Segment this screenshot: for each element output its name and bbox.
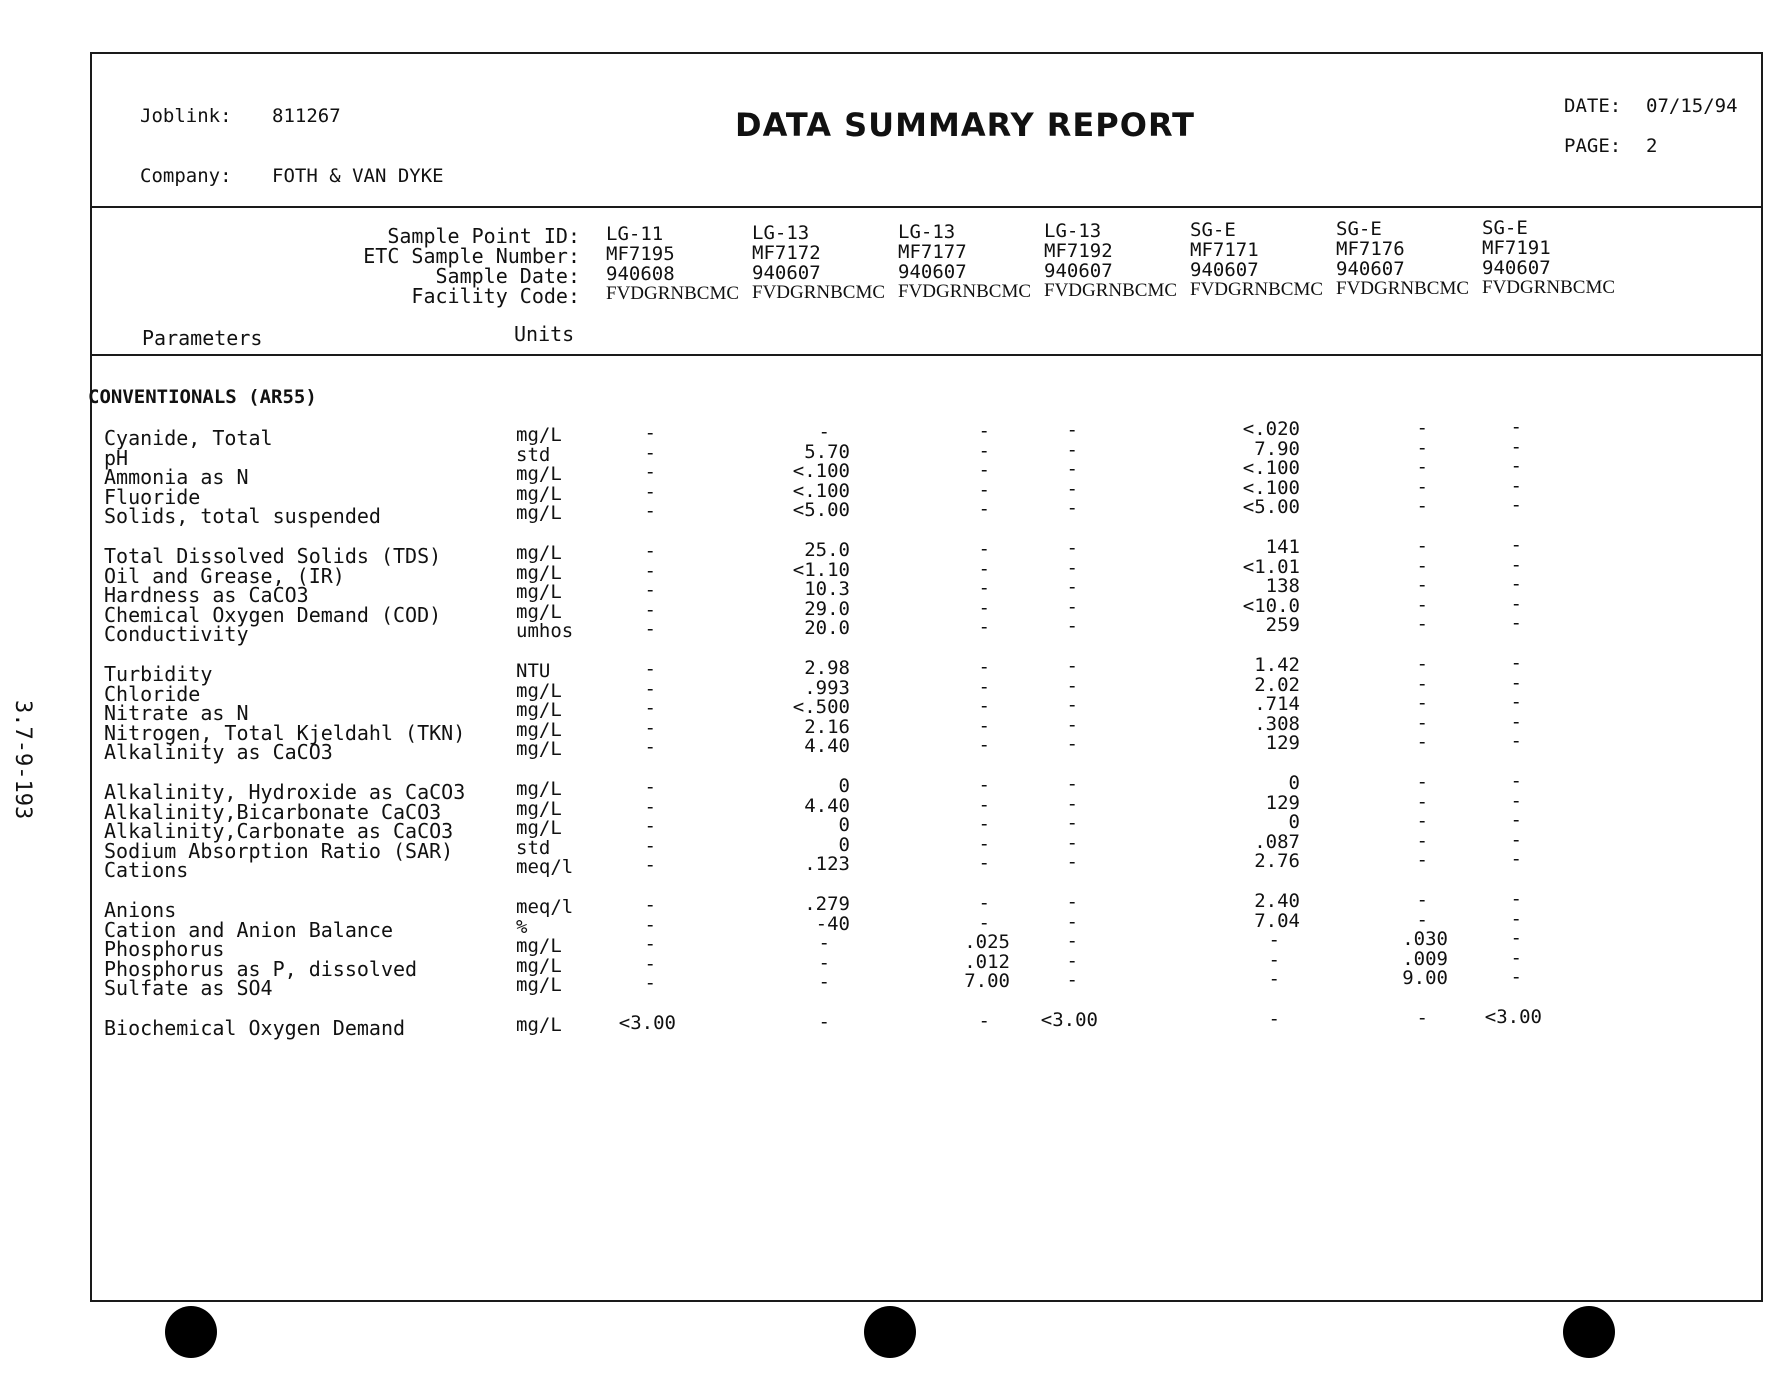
value-cell: -	[1416, 456, 1428, 479]
value-cell: <.100	[792, 460, 850, 483]
value-cell: -	[978, 616, 990, 639]
value-cell: -	[644, 933, 656, 956]
value-cell: -	[644, 972, 656, 995]
value-cell: .009	[1402, 947, 1448, 970]
value-cell: .993	[804, 676, 850, 699]
value-cell: 2.16	[804, 715, 850, 738]
facility-code-label: Facility Code:	[411, 284, 580, 308]
parameters-heading: Parameters	[142, 326, 263, 350]
value-cell: -	[978, 714, 990, 737]
value-cell: -	[978, 911, 990, 934]
value-cell: -	[644, 776, 656, 798]
value-cell: -	[978, 793, 990, 816]
value-cell: -	[644, 854, 656, 877]
parameter-name: Chemical Oxygen Demand (COD)	[104, 602, 442, 627]
value-cell: -	[978, 498, 990, 521]
joblink-label: Joblink:	[140, 105, 232, 127]
value-cell: -	[644, 480, 656, 503]
parameter-unit: mg/L	[516, 482, 562, 505]
parameter-name: Alkalinity,Bicarbonate CaCO3	[104, 799, 442, 824]
value-cell: -	[978, 459, 990, 482]
parameter-name: Solids, total suspended	[104, 504, 381, 529]
value-cell: -	[1066, 438, 1078, 461]
value-cell: -	[1510, 927, 1522, 950]
value-cell: -	[1510, 789, 1522, 812]
parameter-unit: mg/L	[516, 542, 562, 564]
value-cell: <1.01	[1242, 555, 1300, 578]
parameter-name: Ammonia as N	[104, 465, 249, 490]
value-cell: 0	[1288, 772, 1300, 794]
parameter-unit: std	[516, 836, 551, 859]
sample-point-id: LG-13	[1044, 220, 1102, 242]
parameter-name: Turbidity	[104, 662, 213, 686]
value-cell: -	[1416, 711, 1428, 734]
value-cell: <.100	[1242, 476, 1300, 499]
value-cell: -	[978, 420, 990, 442]
sample-date: 940607	[752, 262, 821, 284]
parameter-name: Sulfate as SO4	[104, 976, 273, 1001]
sample-point-id: LG-13	[898, 221, 956, 243]
value-cell: -	[978, 1010, 990, 1032]
value-cell: 2.02	[1254, 673, 1300, 696]
value-cell: -	[978, 557, 990, 580]
value-cell: 4.40	[804, 735, 850, 758]
value-cell: <5.00	[792, 499, 850, 522]
value-cell: -	[1066, 615, 1078, 638]
value-cell: -	[1416, 613, 1428, 636]
value-cell: -	[1416, 771, 1428, 793]
parameter-name: Nitrate as N	[104, 701, 249, 726]
value-cell: -40	[815, 912, 850, 935]
value-cell: -	[1510, 612, 1522, 635]
sample-date: 940607	[1044, 260, 1113, 282]
parameter-unit: mg/L	[516, 561, 562, 584]
value-cell: -	[1066, 497, 1078, 520]
etc-sample-number: MF7172	[752, 242, 821, 264]
parameter-name: Conductivity	[104, 622, 249, 647]
value-cell: 10.3	[804, 578, 850, 601]
parameter-unit: mg/L	[516, 935, 562, 958]
parameter-unit: mg/L	[516, 699, 562, 722]
sample-point-id: SG-E	[1482, 217, 1528, 239]
sample-point-id: SG-E	[1336, 218, 1382, 240]
etc-sample-number: MF7171	[1190, 239, 1259, 261]
facility-code: FVDGRNBCMC	[752, 282, 886, 303]
parameter-unit: umhos	[516, 620, 574, 643]
value-cell: -	[978, 596, 990, 619]
value-cell: -	[1416, 535, 1428, 557]
value-cell: -	[1510, 710, 1522, 733]
section-title: CONVENTIONALS (AR55)	[88, 386, 317, 408]
header-divider	[90, 206, 1763, 208]
value-cell: 9.00	[1402, 967, 1448, 990]
value-cell: -	[644, 697, 656, 720]
value-cell: -	[1066, 733, 1078, 756]
binder-hole	[165, 1306, 217, 1358]
parameter-name: Total Dissolved Solids (TDS)	[104, 544, 442, 568]
value-cell: -	[1416, 889, 1428, 911]
value-cell: -	[644, 795, 656, 818]
value-cell: -	[978, 478, 990, 501]
value-cell: 4.40	[804, 794, 850, 817]
facility-code: FVDGRNBCMC	[898, 281, 1032, 302]
value-cell: 0	[838, 814, 850, 837]
sample-point-id: LG-13	[752, 222, 810, 244]
parameter-unit: mg/L	[516, 581, 562, 604]
parameter-unit: %	[516, 915, 528, 938]
value-cell: <3.00	[1484, 1006, 1542, 1028]
value-cell: <3.00	[1040, 1009, 1098, 1031]
value-cell: -	[978, 892, 990, 914]
value-cell: -	[1510, 416, 1522, 438]
value-cell: 0	[838, 833, 850, 856]
value-cell: -	[978, 774, 990, 796]
value-cell: -	[978, 813, 990, 836]
parameter-unit: meq/l	[516, 896, 574, 918]
parameter-unit: mg/L	[516, 1014, 562, 1036]
value-cell: -	[1510, 946, 1522, 969]
value-cell: -	[1066, 477, 1078, 500]
value-cell: -	[978, 695, 990, 718]
value-cell: 1.42	[1254, 654, 1300, 676]
parameter-name: Biochemical Oxygen Demand	[104, 1016, 406, 1040]
value-cell: -	[1416, 495, 1428, 518]
value-cell: 129	[1265, 732, 1300, 755]
value-cell: .279	[804, 893, 850, 915]
value-cell: -	[818, 971, 830, 994]
parameter-name: Nitrogen, Total Kjeldahl (TKN)	[104, 720, 466, 745]
value-cell: <.100	[1242, 457, 1300, 480]
value-cell: 20.0	[804, 617, 850, 640]
parameter-unit: mg/L	[516, 502, 562, 525]
parameter-unit: meq/l	[516, 856, 574, 879]
binder-hole	[864, 1306, 916, 1358]
value-cell: -	[644, 894, 656, 916]
value-cell: -	[1416, 574, 1428, 597]
facility-code: FVDGRNBCMC	[1044, 280, 1178, 301]
value-cell: 29.0	[804, 597, 850, 620]
parameter-name: Cyanide, Total	[104, 426, 273, 450]
parameter-name: Hardness as CaCO3	[104, 583, 309, 608]
value-cell: -	[1268, 1008, 1280, 1030]
value-cell: -	[1416, 593, 1428, 616]
value-cell: -	[1510, 966, 1522, 989]
facility-code: FVDGRNBCMC	[606, 283, 740, 304]
value-cell: <.100	[792, 479, 850, 502]
parameter-unit: mg/L	[516, 679, 562, 702]
value-cell: -	[644, 579, 656, 602]
value-cell: -	[644, 559, 656, 582]
value-cell: -	[644, 716, 656, 739]
page-value: 2	[1646, 135, 1658, 157]
value-cell: -	[1416, 436, 1428, 459]
facility-code: FVDGRNBCMC	[1482, 277, 1616, 298]
value-cell: -	[1510, 730, 1522, 753]
value-cell: -	[1066, 537, 1078, 559]
value-cell: -	[644, 441, 656, 464]
value-cell: -	[1066, 595, 1078, 618]
value-cell: -	[1066, 792, 1078, 815]
etc-sample-number: MF7177	[898, 241, 967, 263]
value-cell: -	[644, 677, 656, 700]
value-cell: 0	[838, 775, 850, 797]
value-cell: -	[644, 461, 656, 484]
value-cell: <3.00	[618, 1012, 676, 1034]
sample-date-label: Sample Date:	[435, 264, 580, 288]
value-cell: -	[978, 656, 990, 678]
value-cell: -	[1416, 731, 1428, 754]
parameter-name: Alkalinity,Carbonate as CaCO3	[104, 819, 454, 844]
date-value: 07/15/94	[1646, 95, 1738, 117]
value-cell: .123	[804, 853, 850, 876]
value-cell: <.500	[792, 696, 850, 719]
value-cell: 129	[1265, 791, 1300, 814]
value-cell: -	[1416, 908, 1428, 931]
value-cell: -	[1066, 576, 1078, 599]
value-cell: -	[644, 618, 656, 641]
value-cell: -	[1066, 910, 1078, 933]
value-cell: .714	[1254, 693, 1300, 716]
value-cell: -	[644, 540, 656, 562]
parameter-name: Anions	[104, 898, 177, 922]
value-cell: -	[1510, 848, 1522, 871]
value-cell: -	[1416, 475, 1428, 498]
etc-sample-number: MF7191	[1482, 237, 1551, 259]
date-label: DATE:	[1564, 95, 1622, 117]
value-cell: -	[1066, 674, 1078, 697]
value-cell: -	[1066, 556, 1078, 579]
value-cell: -	[1416, 554, 1428, 577]
value-cell: -	[1066, 831, 1078, 854]
value-cell: -	[1510, 534, 1522, 556]
value-cell: -	[644, 598, 656, 621]
value-cell: -	[1510, 455, 1522, 478]
etc-sample-number: MF7192	[1044, 240, 1113, 262]
value-cell: 141	[1265, 536, 1300, 558]
parameter-unit: std	[516, 443, 551, 466]
sample-date: 940608	[606, 263, 675, 285]
value-cell: -	[978, 832, 990, 855]
joblink-value: 811267	[272, 105, 341, 127]
value-cell: -	[644, 736, 656, 759]
value-cell: -	[1510, 671, 1522, 694]
value-cell: -	[644, 815, 656, 838]
value-cell: -	[1510, 435, 1522, 458]
value-cell: -	[1066, 812, 1078, 835]
facility-code: FVDGRNBCMC	[1190, 279, 1324, 300]
value-cell: -	[1066, 655, 1078, 677]
value-cell: -	[1510, 494, 1522, 517]
columns-divider	[90, 354, 1763, 356]
parameter-name: Cation and Anion Balance	[104, 917, 393, 942]
value-cell: -	[1416, 829, 1428, 852]
value-cell: -	[644, 913, 656, 936]
value-cell: <10.0	[1242, 594, 1300, 617]
binder-hole	[1563, 1306, 1615, 1358]
value-cell: -	[1066, 694, 1078, 717]
value-cell: -	[1066, 969, 1078, 992]
value-cell: -	[978, 734, 990, 757]
company-value: FOTH & VAN DYKE	[272, 165, 444, 187]
value-cell: -	[1510, 573, 1522, 596]
etc-sample-number: MF7195	[606, 243, 675, 265]
value-cell: -	[1510, 770, 1522, 792]
parameter-unit: mg/L	[516, 778, 562, 800]
value-cell: -	[1510, 888, 1522, 910]
value-cell: -	[1066, 713, 1078, 736]
value-cell: -	[1268, 929, 1280, 952]
units-heading: Units	[514, 322, 575, 346]
value-cell: -	[978, 577, 990, 600]
value-cell: -	[978, 439, 990, 462]
parameter-name: Chloride	[104, 681, 201, 706]
margin-annotation: 3.7-9-193	[10, 700, 35, 820]
value-cell: -	[1510, 809, 1522, 832]
parameter-unit: mg/L	[516, 797, 562, 820]
value-cell: -	[1066, 773, 1078, 795]
value-cell: -	[1510, 592, 1522, 615]
parameter-name: Phosphorus as P, dissolved	[104, 956, 418, 981]
parameter-unit: mg/L	[516, 463, 562, 486]
value-cell: <.020	[1242, 418, 1300, 440]
value-cell: 2.40	[1254, 890, 1300, 912]
parameter-unit: mg/L	[516, 424, 562, 446]
value-cell: -	[1416, 810, 1428, 833]
value-cell: .030	[1402, 928, 1448, 951]
value-cell: -	[1066, 458, 1078, 481]
value-cell: <5.00	[1242, 496, 1300, 519]
sample-point-id: LG-11	[606, 223, 664, 245]
value-cell: <1.10	[792, 558, 850, 581]
etc-number-label: ETC Sample Number:	[363, 244, 580, 268]
parameter-name: Alkalinity as CaCO3	[104, 740, 333, 765]
value-cell: 138	[1265, 575, 1300, 598]
sample-point-label: Sample Point ID:	[387, 224, 580, 248]
parameter-name: Alkalinity, Hydroxide as CaCO3	[104, 780, 466, 804]
value-cell: -	[1416, 672, 1428, 695]
sample-date: 940607	[1482, 257, 1551, 279]
value-cell: -	[1066, 419, 1078, 441]
value-cell: -	[1066, 851, 1078, 874]
value-cell: 7.04	[1254, 909, 1300, 932]
sample-date: 940607	[1190, 259, 1259, 281]
value-cell: 7.00	[964, 970, 1010, 993]
parameter-unit: mg/L	[516, 718, 562, 741]
value-cell: -	[818, 951, 830, 974]
value-cell: -	[818, 932, 830, 955]
value-cell: -	[818, 421, 830, 443]
parameter-unit: mg/L	[516, 600, 562, 623]
value-cell: -	[644, 834, 656, 857]
value-cell: .308	[1254, 712, 1300, 735]
sample-point-id: SG-E	[1190, 219, 1236, 241]
value-cell: -	[1066, 891, 1078, 913]
value-cell: 2.76	[1254, 850, 1300, 873]
value-cell: 5.70	[804, 440, 850, 463]
value-cell: -	[1416, 1007, 1428, 1029]
report-title: DATA SUMMARY REPORT	[735, 106, 1195, 144]
value-cell: -	[1066, 930, 1078, 953]
value-cell: -	[1510, 553, 1522, 576]
parameter-name: Sodium Absorption Ratio (SAR)	[104, 838, 454, 863]
value-cell: 25.0	[804, 539, 850, 561]
value-cell: 2.98	[804, 657, 850, 679]
sample-date: 940607	[1336, 258, 1405, 280]
value-cell: -	[644, 658, 656, 680]
sample-date: 940607	[898, 261, 967, 283]
value-cell: -	[1510, 907, 1522, 930]
value-cell: -	[1416, 692, 1428, 715]
parameter-name: Oil and Grease, (IR)	[104, 563, 345, 588]
page-label: PAGE:	[1564, 135, 1622, 157]
parameter-name: Phosphorus	[104, 937, 225, 962]
value-cell: -	[1510, 474, 1522, 497]
value-cell: 259	[1265, 614, 1300, 637]
parameter-unit: mg/L	[516, 974, 562, 997]
parameter-unit: mg/L	[516, 738, 562, 761]
value-cell: -	[978, 538, 990, 560]
value-cell: -	[1416, 653, 1428, 675]
parameter-unit: NTU	[516, 660, 551, 682]
parameter-unit: mg/L	[516, 817, 562, 840]
value-cell: -	[1268, 948, 1280, 971]
value-cell: -	[644, 952, 656, 975]
value-cell: -	[818, 1011, 830, 1033]
parameter-unit: mg/L	[516, 954, 562, 977]
value-cell: .012	[964, 950, 1010, 973]
value-cell: .025	[964, 931, 1010, 954]
value-cell: -	[1510, 652, 1522, 674]
facility-code: FVDGRNBCMC	[1336, 278, 1470, 299]
value-cell: -	[1416, 849, 1428, 872]
value-cell: -	[1416, 417, 1428, 439]
value-cell: 0	[1288, 811, 1300, 834]
value-cell: -	[1510, 691, 1522, 714]
value-cell: -	[978, 852, 990, 875]
value-cell: -	[1268, 968, 1280, 991]
value-cell: .087	[1254, 830, 1300, 853]
parameter-name: pH	[104, 445, 129, 470]
etc-sample-number: MF7176	[1336, 238, 1405, 260]
value-cell: -	[1066, 949, 1078, 972]
company-label: Company:	[140, 165, 232, 187]
value-cell: -	[1416, 790, 1428, 813]
parameter-name: Cations	[104, 858, 189, 883]
parameter-name: Fluoride	[104, 484, 201, 509]
value-cell: -	[978, 675, 990, 698]
value-cell: -	[644, 422, 656, 444]
value-cell: -	[644, 500, 656, 523]
value-cell: -	[1510, 828, 1522, 851]
value-cell: 7.90	[1254, 437, 1300, 460]
